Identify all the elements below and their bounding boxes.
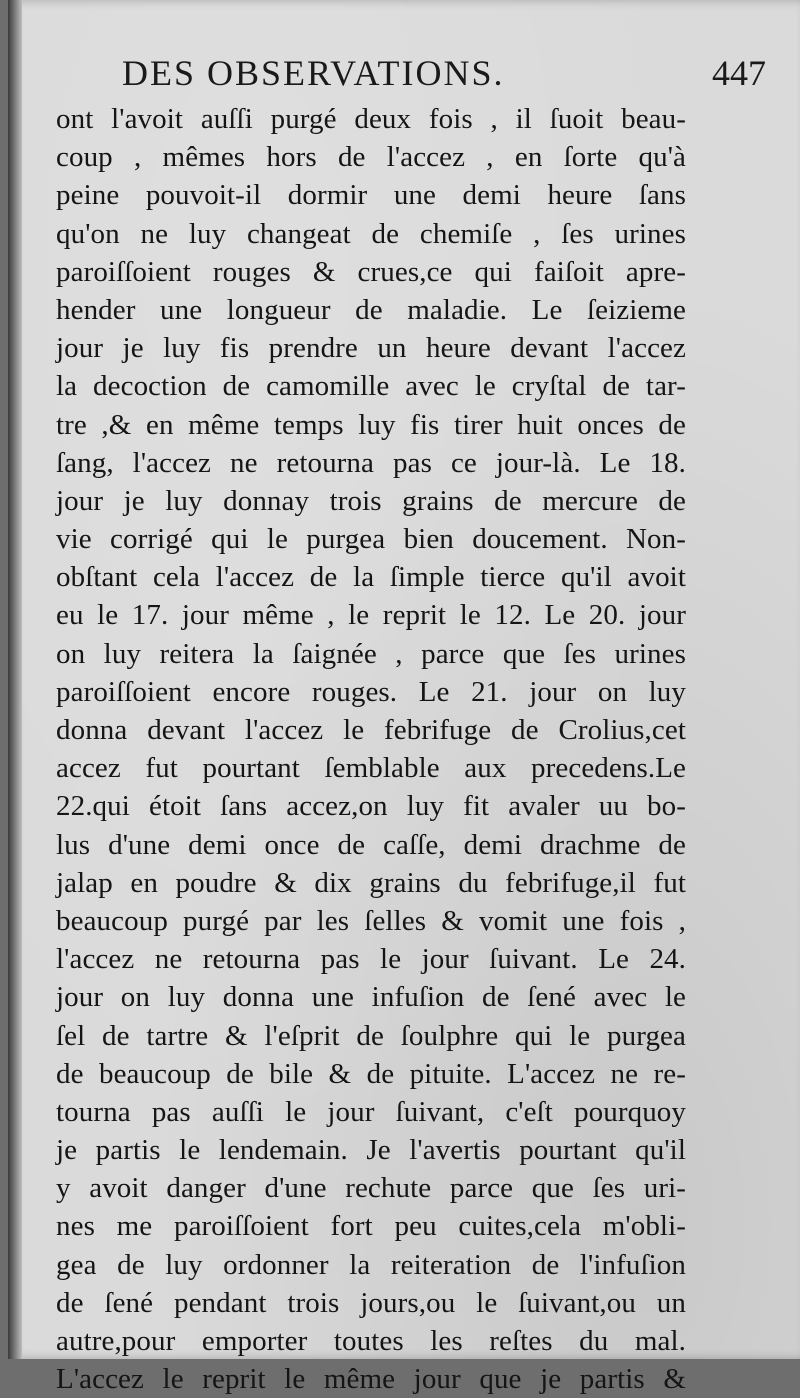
text-line: donna devant l'accez le febrifuge de Crolius,cet — [56, 714, 686, 746]
running-head — [56, 52, 780, 102]
text-line: paroiſſoient rouges & crues,ce qui faiſoit apre- — [56, 255, 686, 288]
body-text — [56, 100, 686, 1398]
text-line: jour on luy donna une infuſion de ſené avec le — [56, 981, 686, 1014]
text-line: jalap en poudre & dix grains du febrifuge,il fut — [56, 866, 686, 899]
text-line: ſel de tartre & l'eſprit de ſoulphre qui le purgea — [56, 1019, 686, 1052]
text-line: ont l'avoit auſſi purgé deux fois , il ſuoit beau- — [56, 103, 686, 135]
text-line: lus d'une demi once de caſſe, demi drachme de — [56, 828, 686, 861]
text-line: coup , mêmes hors de l'accez , en ſorte qu'à — [56, 141, 686, 174]
text-line: L'accez le reprit le même jour que je partis & — [56, 1363, 686, 1396]
text-line: 22.qui étoit ſans accez,on luy fit avaler uu bo- — [56, 790, 686, 823]
text-line: accez fut pourtant ſemblable aux precedens.Le — [56, 752, 686, 785]
text-line: tre ,& en même temps luy fis tirer huit onces de — [56, 408, 686, 441]
text-line: de ſené pendant trois jours,ou le ſuivant,ou un — [56, 1286, 686, 1319]
text-line: qu'on ne luy changeat de chemiſe , ſes urines — [56, 217, 686, 250]
text-line: hender une longueur de maladie. Le ſeizieme — [56, 293, 686, 326]
text-line: gea de luy ordonner la reiteration de l'infuſion — [56, 1248, 686, 1281]
text-line: jour je luy donnay trois grains de mercure de — [56, 484, 686, 517]
text-line: on luy reitera la ſaignée , parce que ſes urines — [56, 637, 686, 670]
text-line: autre,pour emporter toutes les reſtes du mal. — [56, 1325, 686, 1357]
text-line: eu le 17. jour même , le reprit le 12. Le 20. jour — [56, 599, 686, 632]
text-line: peine pouvoit-il dormir une demi heure ſans — [56, 179, 686, 212]
page-number: 447 — [712, 53, 766, 93]
book-page — [8, 0, 800, 1396]
text-line: l'accez ne retourna pas le jour ſuivant. Le 24. — [56, 943, 686, 976]
text-line: la decoction de camomille avec le cryſtal de tar- — [56, 370, 686, 403]
page-gutter-shadow — [8, 0, 22, 1359]
running-head-title: DES OBSERVATIONS. — [122, 53, 505, 93]
text-line: je partis le lendemain. Je l'avertis pourtant qu'il — [56, 1134, 686, 1167]
text-line: beaucoup purgé par les ſelles & vomit une fois , — [56, 904, 686, 937]
text-line: ſang, l'accez ne retourna pas ce jour-là. Le 18. — [56, 446, 686, 479]
text-line: nes me paroiſſoient fort peu cuites,cela m'obli- — [56, 1210, 686, 1243]
text-line: y avoit danger d'une rechute parce que ſes uri- — [56, 1172, 686, 1205]
text-line: obſtant cela l'accez de la ſimple tierce qu'il avoit — [56, 561, 686, 594]
text-line: vie corrigé qui le purgea bien doucement. Non- — [56, 523, 686, 556]
text-line: tourna pas auſſi le jour ſuivant, c'eſt pourquoy — [56, 1095, 686, 1128]
text-line: paroiſſoient encore rouges. Le 21. jour on luy — [56, 675, 686, 708]
text-line: jour je luy fis prendre un heure devant l'accez — [56, 332, 686, 365]
text-line: de beaucoup de bile & de pituite. L'accez ne re- — [56, 1057, 686, 1090]
